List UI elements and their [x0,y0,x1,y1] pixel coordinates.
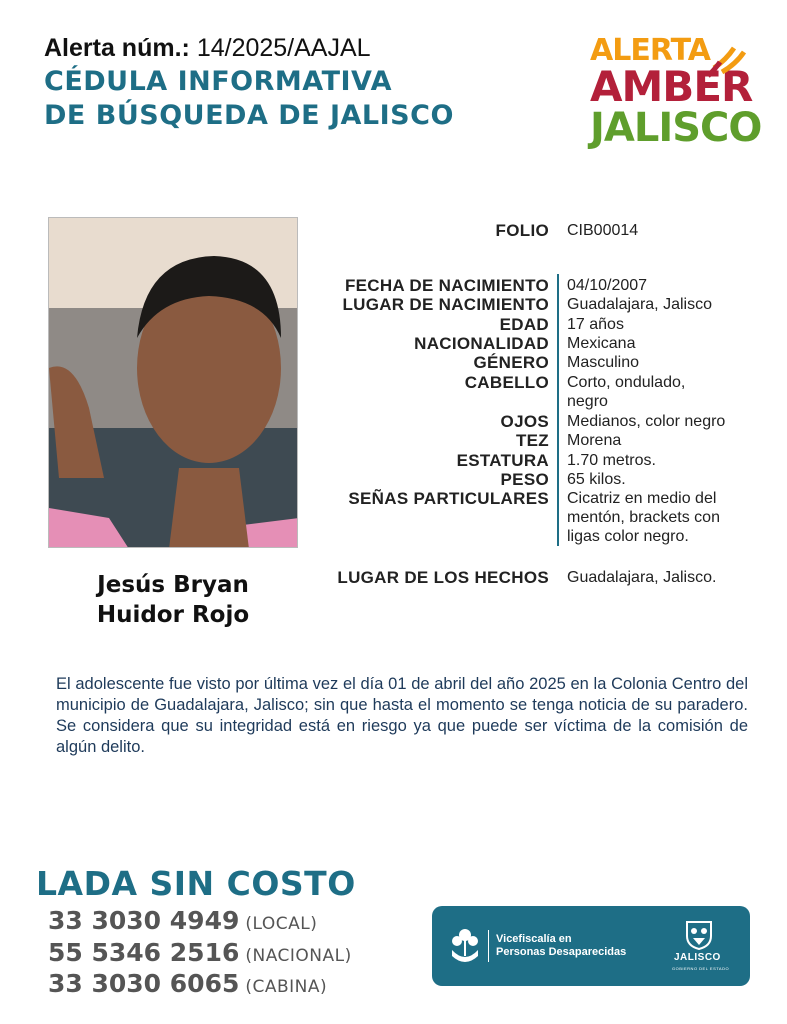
agency-banner [432,906,750,986]
field-label-weight: PESO [500,470,549,489]
folio-value: CIB00014 [567,222,639,239]
amber-alert-logo [590,33,762,156]
alert-number-line [44,34,371,63]
alert-number: 14/2025/AAJAL [196,34,371,62]
field-value-birth-date: 04/10/2007 [567,277,648,294]
field-label-height: ESTATURA [456,451,549,470]
signal-waves-icon [708,38,748,78]
phone-local [48,906,317,935]
phone-national [48,938,352,967]
phone-tag: (LOCAL) [245,914,318,934]
field-label-birth-date: FECHA DE NACIMIENTO [344,276,549,295]
description-paragraph: El adolescente fue visto por última vez el día 01 de abril del año 2025 en la Colonia Centro del municipio de Guadalajara, Jalisco; sin que hasta el momento se tenga noticia de su paradero. Se considera que su integridad está en riesgo ya que puede ser víctima de la comisión de algún delito. [56,675,748,756]
field-value-gender: Masculino [567,354,640,371]
fields-divider [557,274,559,546]
state-seal-icon [684,918,714,950]
phone-number: 55 5346 2516 [48,938,240,967]
field-value-marks-line2: mentón, brackets con [567,509,720,526]
toll-free-title: LADA SIN COSTO [36,864,356,903]
phone-booth [48,969,327,998]
field-value-complexion: Morena [567,432,622,449]
flower-hand-icon [448,926,482,966]
field-label-gender: GÉNERO [473,353,549,372]
person-name-line1: Jesús Bryan [97,572,249,598]
agency-name-line2: Personas Desaparecidas [496,946,627,958]
document-title-line2: DE BÚSQUEDA DE JALISCO [44,100,454,131]
field-value-age: 17 años [567,316,624,333]
state-government: GOBIERNO DEL ESTADO [672,966,730,971]
field-value-hair-line2: negro [567,393,608,410]
field-value-hair-line1: Corto, ondulado, [567,374,686,391]
field-label-nationality: NACIONALIDAD [414,334,549,353]
person-name-line2: Huidor Rojo [96,602,250,628]
field-value-birth-place: Guadalajara, Jalisco [567,296,712,313]
document-title-line1: CÉDULA INFORMATIVA [44,66,393,97]
phone-number: 33 3030 6065 [48,969,240,998]
field-label-birth-place: LUGAR DE NACIMIENTO [342,295,549,314]
field-value-marks-line3: ligas color negro. [567,528,689,545]
logo-line-jalisco: JALISCO [590,105,762,151]
alert-label: Alerta núm.: [44,34,190,62]
agency-name [496,933,626,959]
folio-label: FOLIO [495,221,549,240]
logo-line-alerta: ALERTA [590,33,710,68]
state-name: JALISCO [674,952,721,963]
field-value-marks [567,489,720,546]
incident-place-label: LUGAR DE LOS HECHOS [337,568,549,587]
phone-tag: (NACIONAL) [245,946,352,966]
agency-name-line1: Vicefiscalía en [496,933,572,945]
field-value-marks-line1: Cicatriz en medio del [567,490,717,507]
field-label-age: EDAD [499,315,549,334]
banner-separator [488,930,489,962]
field-value-hair [567,373,685,411]
missing-person-photo [48,217,298,548]
incident-place-value: Guadalajara, Jalisco. [567,569,717,586]
field-value-height: 1.70 metros. [567,452,656,469]
field-label-eyes: OJOS [500,412,549,431]
field-value-weight: 65 kilos. [567,471,626,488]
phone-tag: (CABINA) [245,977,328,997]
logo-line-amber: AMBER [590,62,753,111]
field-label-complexion: TEZ [515,431,549,450]
field-label-marks: SEÑAS PARTICULARES [348,489,549,508]
phone-number: 33 3030 4949 [48,906,240,935]
field-label-hair: CABELLO [464,373,549,392]
field-value-eyes: Medianos, color negro [567,413,726,430]
field-value-nationality: Mexicana [567,335,636,352]
